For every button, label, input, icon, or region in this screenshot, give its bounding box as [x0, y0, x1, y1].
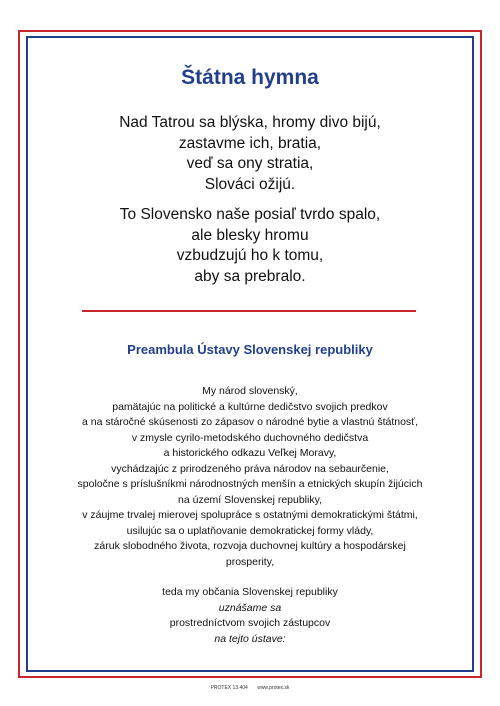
- preamble-line: v zmysle cyrilo-metodského duchovného dedičstva: [131, 431, 369, 444]
- anthem-line: vzbudzujú ho k tomu,: [176, 247, 324, 264]
- footer: [0, 685, 500, 691]
- preamble-line: a historického odkazu Veľkej Moravy,: [163, 447, 337, 459]
- preamble-line: a na stáročné skúsenosti zo zápasov o národné bytie a vlastnú štátnosť,: [81, 416, 419, 428]
- preamble-closing-line: na tejto ústave:: [214, 632, 286, 645]
- preamble-closing-line: prostredníctvom svojich zástupcov: [169, 617, 331, 629]
- preamble-line: v záujme trvalej mierovej spolupráce s ostatnými demokratickými štátmi,: [82, 509, 418, 521]
- section-divider: [82, 310, 416, 312]
- anthem-line: Slováci ožijú.: [204, 175, 296, 193]
- preamble-line: usilujúc sa o uplatňovanie demokratickej formy vlády,: [126, 524, 374, 537]
- anthem-line: zastavme ich, bratia,: [178, 134, 322, 152]
- preamble-closing-line: uznášame sa: [218, 601, 282, 614]
- preamble-line: na území Slovenskej republiky,: [178, 493, 322, 506]
- preamble-line: záruk slobodného života, rozvoja duchovnej kultúry a hospodárskej: [94, 540, 406, 552]
- page-title: Štátna hymna: [181, 66, 319, 89]
- preamble-line: prosperity,: [225, 555, 275, 568]
- anthem-line: ale blesky hromu: [191, 226, 309, 244]
- anthem-line: veď sa ony stratia,: [186, 155, 314, 172]
- preamble-heading: Preambula Ústavy Slovenskej republiky: [127, 342, 373, 357]
- anthem-stanza-1: [0, 113, 500, 195]
- preamble-line: My národ slovenský,: [202, 385, 298, 397]
- footer-code: PROTEX 13.404: [210, 685, 248, 691]
- anthem-line: To Slovensko naše posiaľ tvrdo spalo,: [119, 206, 381, 223]
- anthem-stanza-2: [0, 205, 500, 287]
- preamble-text: [0, 384, 500, 647]
- preamble-line: spoločne s príslušníkmi národnostných menšín a etnických skupín žijúcich: [77, 478, 423, 490]
- anthem-line: aby sa prebralo.: [194, 267, 306, 285]
- paragraph-gap: [0, 570, 500, 585]
- anthem-line: Nad Tatrou sa blýska, hromy divo bijú,: [119, 114, 381, 131]
- preamble-closing-line: teda my občania Slovenskej republiky: [162, 586, 338, 598]
- preamble-line: vychádzajúc z prirodzeného práva národov na sebaurčenie,: [111, 462, 389, 475]
- preamble-line: pamätajúc na politické a kultúrne dedičstvo svojich predkov: [112, 400, 388, 413]
- footer-url: www.protex.sk: [257, 685, 290, 691]
